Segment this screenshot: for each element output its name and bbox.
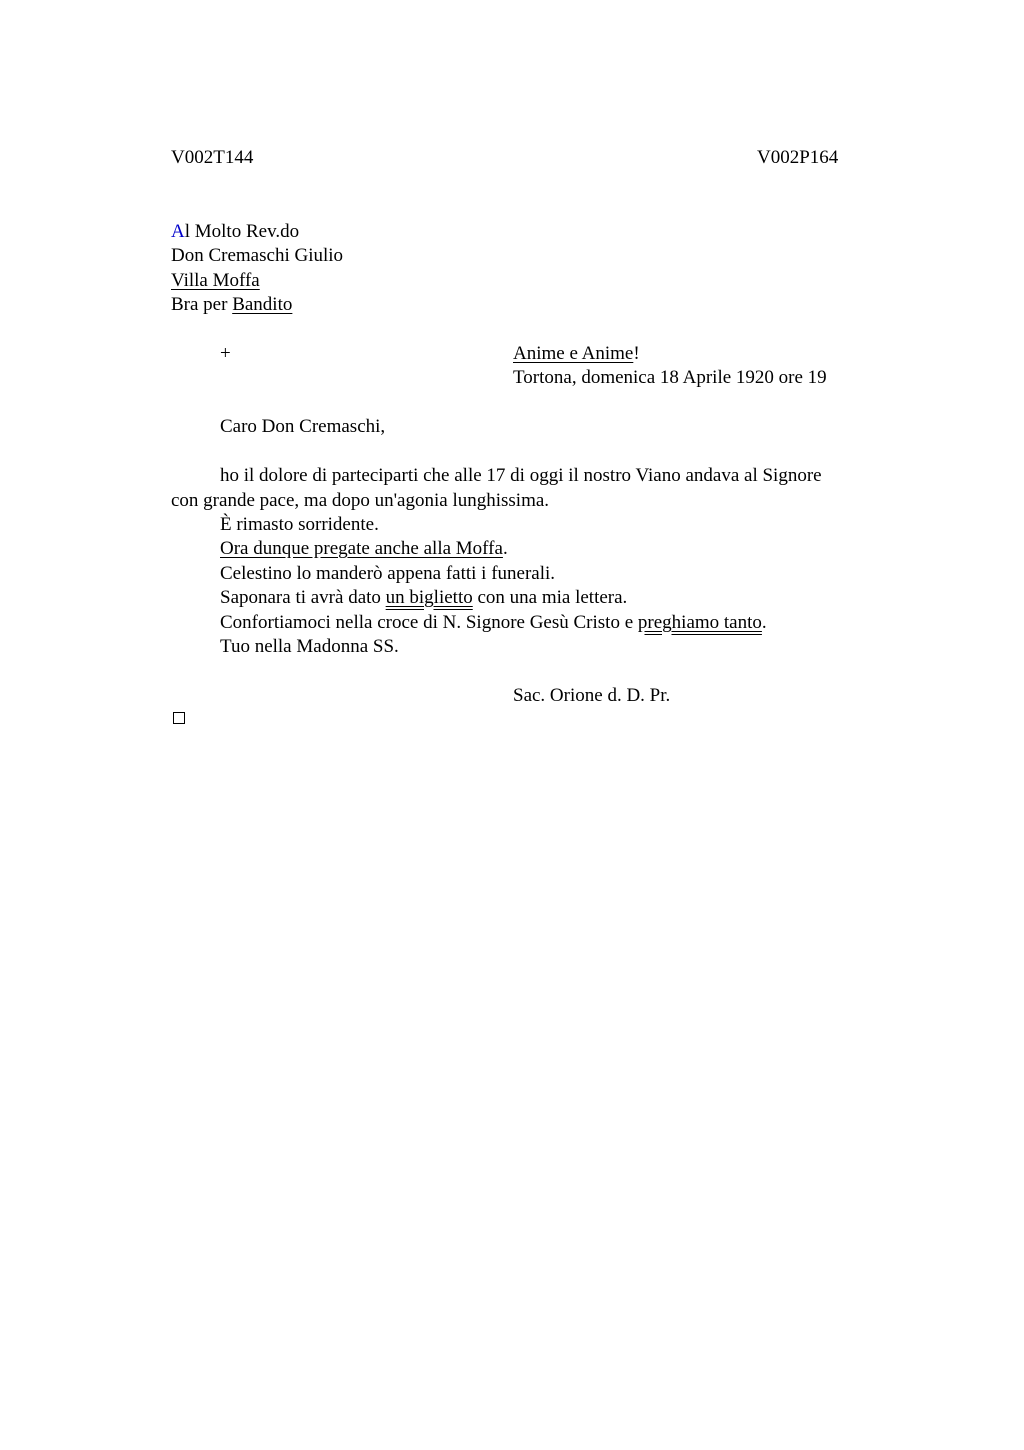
closing-line: Tuo nella Madonna SS. [220, 636, 399, 657]
address-place: Bandito [232, 294, 293, 315]
address-line-4 [171, 293, 292, 317]
address-city: Bra per [171, 294, 233, 315]
paragraph-5-start: Saponara ti avrà dato [220, 587, 386, 608]
body-paragraph-4: Celestino lo manderò appena fatti i funerali. [220, 563, 556, 584]
signature: Sac. Orione d. D. Pr. [513, 685, 671, 706]
address-line-1 [171, 220, 299, 244]
square-outline-icon [173, 712, 185, 724]
motto-text: Anime e Anime [513, 343, 634, 364]
body-paragraph-6 [220, 611, 767, 635]
body-paragraph-1-line-2: con grande pace, ma dopo un'agonia lunghissima. [171, 490, 550, 511]
right-archive-code: V002P164 [757, 147, 839, 168]
underlined-biglietto: un biglietto [385, 587, 473, 608]
underlined-preghiamo: preghiamo tanto [637, 612, 762, 633]
address-line-3 [171, 269, 260, 293]
left-archive-code: V002T144 [171, 147, 254, 168]
drop-initial: A [171, 221, 185, 242]
body-paragraph-2: È rimasto sorridente. [220, 514, 379, 535]
address-line-2: Don Cremaschi Giulio [171, 245, 344, 266]
motto-end: ! [633, 343, 640, 364]
body-paragraph-3 [220, 537, 508, 561]
salutation: Caro Don Cremaschi, [220, 416, 386, 437]
address-line-1-rest: l Molto Rev.do [184, 221, 300, 242]
body-paragraph-1-line-1: ho il dolore di parteciparti che alle 17 di oggi il nostro Viano andava al Signore [220, 465, 822, 486]
paragraph-5-end: con una mia lettera. [472, 587, 628, 608]
paragraph-3-end: . [502, 538, 508, 559]
body-paragraph-5 [220, 586, 627, 610]
place-date: Tortona, domenica 18 Aprile 1920 ore 19 [513, 367, 827, 388]
paragraph-6-end: . [761, 612, 767, 633]
paragraph-6-start: Confortiamoci nella croce di N. Signore Gesù Cristo e [220, 612, 638, 633]
cross-symbol: + [220, 343, 231, 364]
underlined-exhortation: Ora dunque pregate anche alla Moffa [220, 538, 503, 559]
motto [513, 342, 640, 366]
address-villa: Villa Moffa [171, 270, 260, 291]
